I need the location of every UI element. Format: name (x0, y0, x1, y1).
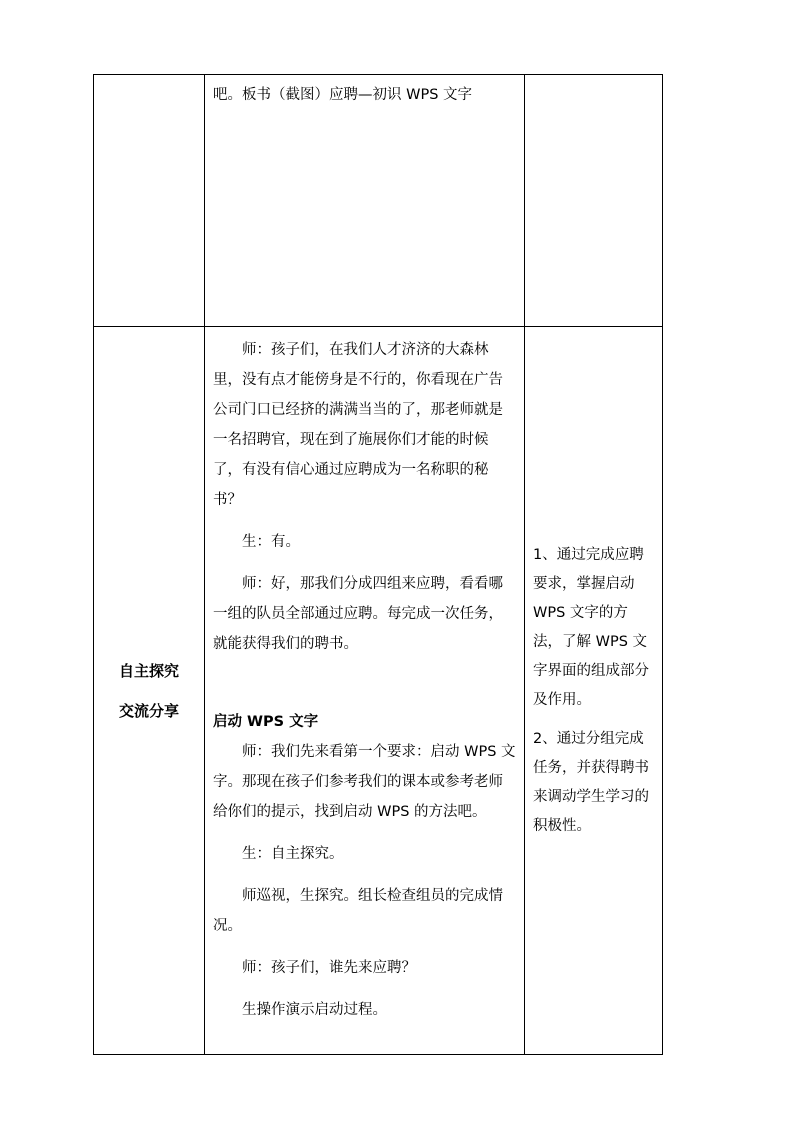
lesson-plan-table (93, 74, 663, 1055)
objective-cell (525, 327, 663, 1055)
section-subheading: 启动 WPS 文字 (213, 714, 319, 730)
dialogue-paragraph: 师巡视，生探究。组长检查组员的完成情况。 (213, 888, 503, 934)
table-row (94, 75, 663, 327)
objective-cell-empty (525, 75, 663, 327)
dialogue-paragraph: 师：孩子们，在我们人才济济的大森林里，没有点才能傍身是不行的，你看现在广告公司门口已经挤的满满当当的了，那老师就是一名招聘官，现在到了施展你们才能的时候了，有没有信心通过应聘成为一名称职的秘书？ (213, 342, 503, 508)
objective-item: 2、通过分组完成任务，并获得聘书来调动学生学习的积极性。 (533, 730, 649, 834)
process-cell (205, 327, 525, 1055)
table-row (94, 327, 663, 1055)
label-cell-empty (94, 75, 205, 327)
objective-item: 1、通过完成应聘要求，掌握启动 WPS 文字的方法，了解 WPS 文字界面的组成部分及作用。 (533, 546, 649, 708)
stage-label-line1: 自主探究 (118, 661, 179, 680)
dialogue-paragraph: 师：好，那我们分成四组来应聘，看看哪一组的队员全部通过应聘。每完成一次任务，就能获得我们的聘书。 (213, 576, 503, 652)
dialogue-paragraph: 生操作演示启动过程。 (242, 1002, 387, 1018)
dialogue-paragraph: 生：自主探究。 (242, 846, 344, 862)
board-note-text: 吧。板书（截图）应聘—初识 WPS 文字 (213, 87, 473, 103)
process-cell (205, 75, 525, 327)
stage-label-line2: 交流分享 (118, 701, 179, 720)
dialogue-paragraph: 生：有。 (242, 534, 300, 550)
dialogue-paragraph: 师：我们先来看第一个要求：启动 WPS 文字。那现在孩子们参考我们的课本或参考老师给你们的提示，找到启动 WPS 的方法吧。 (213, 744, 516, 820)
stage-label-cell (94, 327, 205, 1055)
dialogue-paragraph: 师：孩子们，谁先来应聘？ (242, 960, 416, 976)
